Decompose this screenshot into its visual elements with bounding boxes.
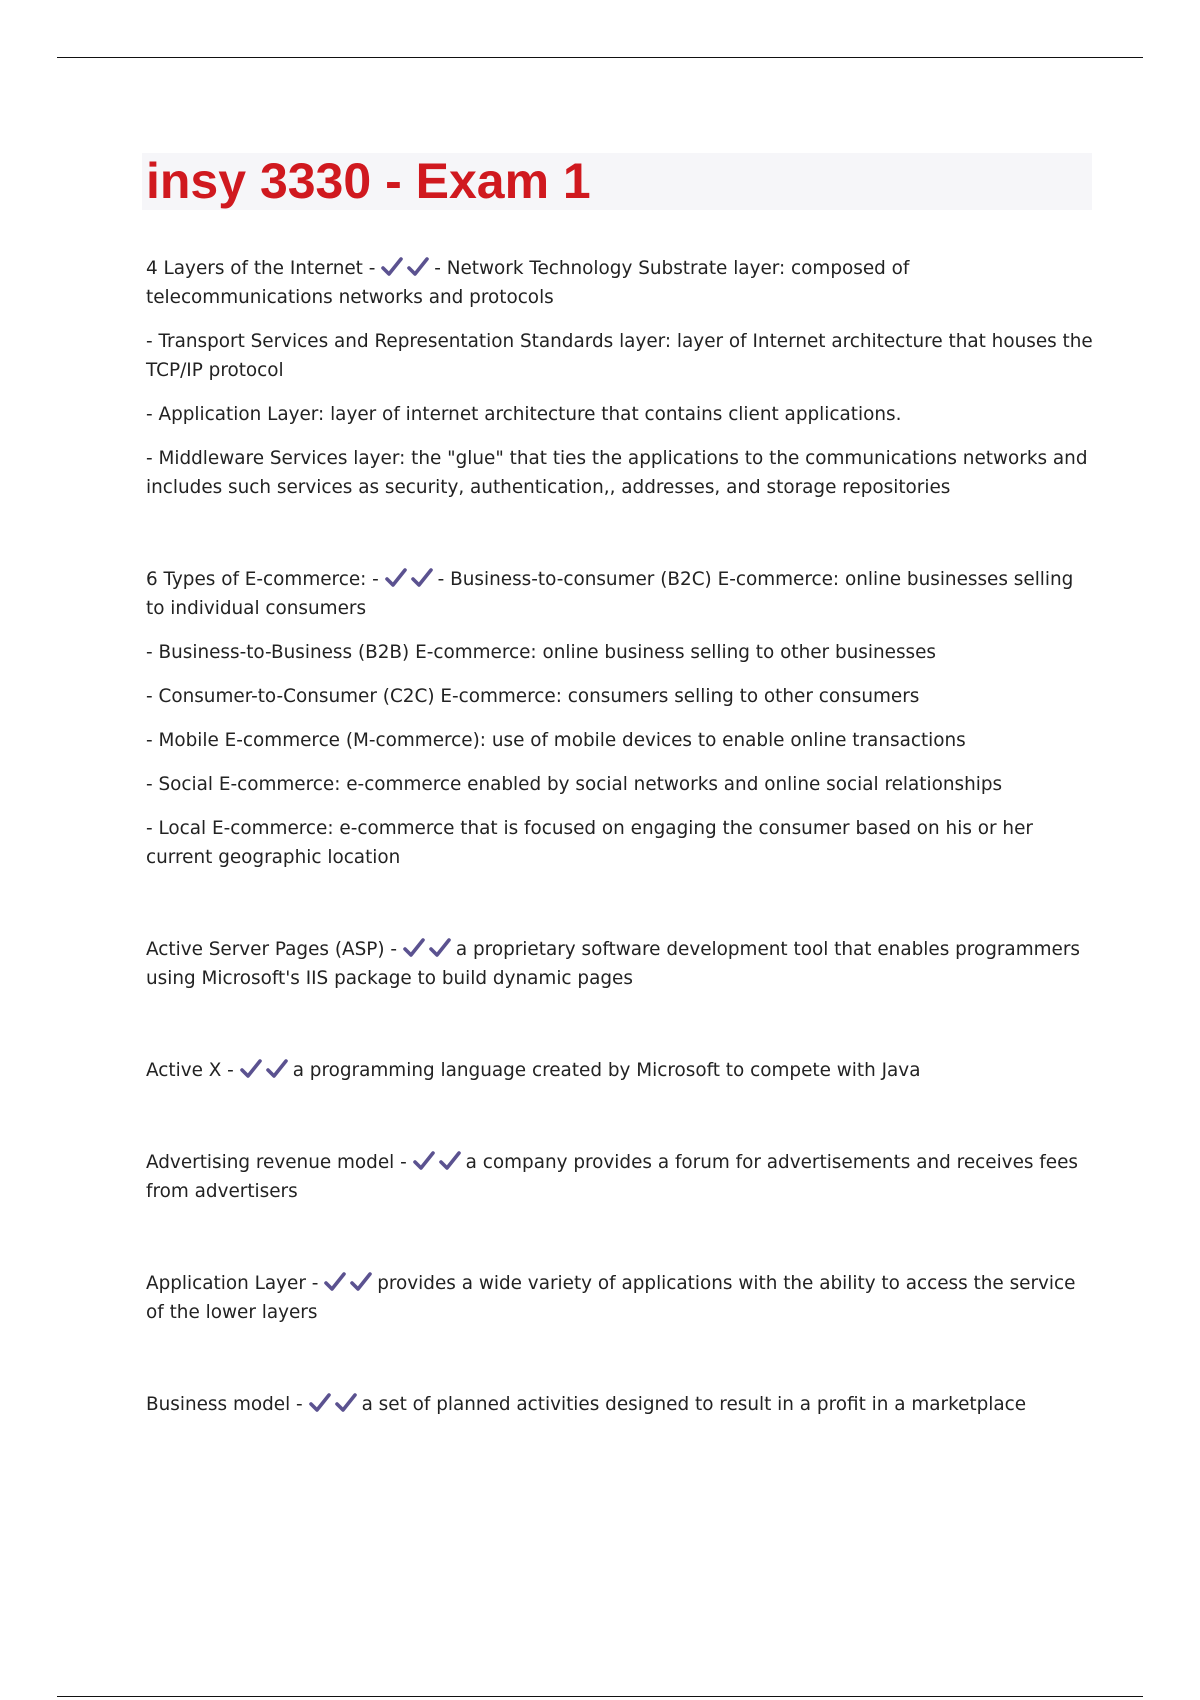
checkmark-icon (429, 938, 451, 958)
entry-continuation: - Consumer-to-Consumer (C2C) E-commerce: consumers selling to other consumers (146, 686, 920, 707)
entry-first-line (146, 565, 1096, 623)
flashcard-entry (146, 935, 1096, 993)
checkmark-icon (309, 1393, 331, 1413)
checkmark-icon (335, 1393, 357, 1413)
checkmark-icon (407, 257, 429, 277)
entry-first-line (146, 1148, 1096, 1206)
entry-definition: a set of planned activities designed to result in a profit in a marketplace (361, 1394, 1027, 1415)
bottom-rule (57, 1696, 1143, 1697)
entry-first-line (146, 1390, 1096, 1419)
checkmark-icon (266, 1059, 288, 1079)
entry-continuation: - Application Layer: layer of internet architecture that contains client applications. (146, 404, 902, 425)
entry-term: Active Server Pages (ASP) - (146, 939, 398, 960)
flashcard-entry (146, 1056, 1096, 1085)
checkmark-icon (413, 1151, 435, 1171)
entry-first-line (146, 1269, 1096, 1327)
flashcard-entry (146, 1390, 1096, 1419)
entry-term: Business model - (146, 1394, 303, 1415)
entry-continuation: - Middleware Services layer: the "glue" that ties the applications to the communications networks and includes such services as security, authentication,, addresses, and storage repositories (146, 448, 1088, 498)
page-title: insy 3330 - Exam 1 (146, 153, 591, 209)
entry-definition: - Business-to-consumer (B2C) E-commerce: online businesses selling to individual consumers (146, 569, 1074, 619)
entry-first-line (146, 254, 1096, 312)
entry-term: Active X - (146, 1060, 234, 1081)
checkmark-icon (411, 568, 433, 588)
flashcard-entry (146, 1269, 1096, 1327)
checkmark-icon (385, 568, 407, 588)
entry-first-line (146, 1056, 1096, 1085)
checkmark-icon (350, 1272, 372, 1292)
entry-definition: a programming language created by Microsoft to compete with Java (292, 1060, 921, 1081)
entry-continuation: - Social E-commerce: e-commerce enabled by social networks and online social relationships (146, 774, 1003, 795)
entry-term: 4 Layers of the Internet - (146, 258, 376, 279)
entry-definition: provides a wide variety of applications with the ability to access the service of the lower layers (146, 1273, 1076, 1323)
entry-continuation: - Business-to-Business (B2B) E-commerce: online business selling to other businesses (146, 642, 936, 663)
flashcard-entry (146, 565, 1096, 872)
checkmark-icon (240, 1059, 262, 1079)
top-rule (57, 57, 1143, 58)
entry-definition: a proprietary software development tool that enables programmers using Microsoft's IIS package to build dynamic pages (146, 939, 1080, 989)
entry-definition: a company provides a forum for advertisements and receives fees from advertisers (146, 1152, 1078, 1202)
entry-first-line (146, 935, 1096, 993)
checkmark-icon (439, 1151, 461, 1171)
flashcard-list (146, 254, 1096, 1482)
checkmark-icon (403, 938, 425, 958)
checkmark-icon (381, 257, 403, 277)
entry-continuation: - Local E-commerce: e-commerce that is focused on engaging the consumer based on his or her current geographic location (146, 818, 1033, 868)
entry-continuation: - Mobile E-commerce (M-commerce): use of mobile devices to enable online transactions (146, 730, 966, 751)
entry-definition: - Network Technology Substrate layer: composed of telecommunications networks and protocols (146, 258, 910, 308)
entry-term: Advertising revenue model - (146, 1152, 407, 1173)
flashcard-entry (146, 254, 1096, 502)
entry-continuation: - Transport Services and Representation Standards layer: layer of Internet architecture that houses the TCP/IP protocol (146, 331, 1093, 381)
entry-term: Application Layer - (146, 1273, 319, 1294)
flashcard-entry (146, 1148, 1096, 1206)
entry-term: 6 Types of E-commerce: - (146, 569, 379, 590)
checkmark-icon (324, 1272, 346, 1292)
